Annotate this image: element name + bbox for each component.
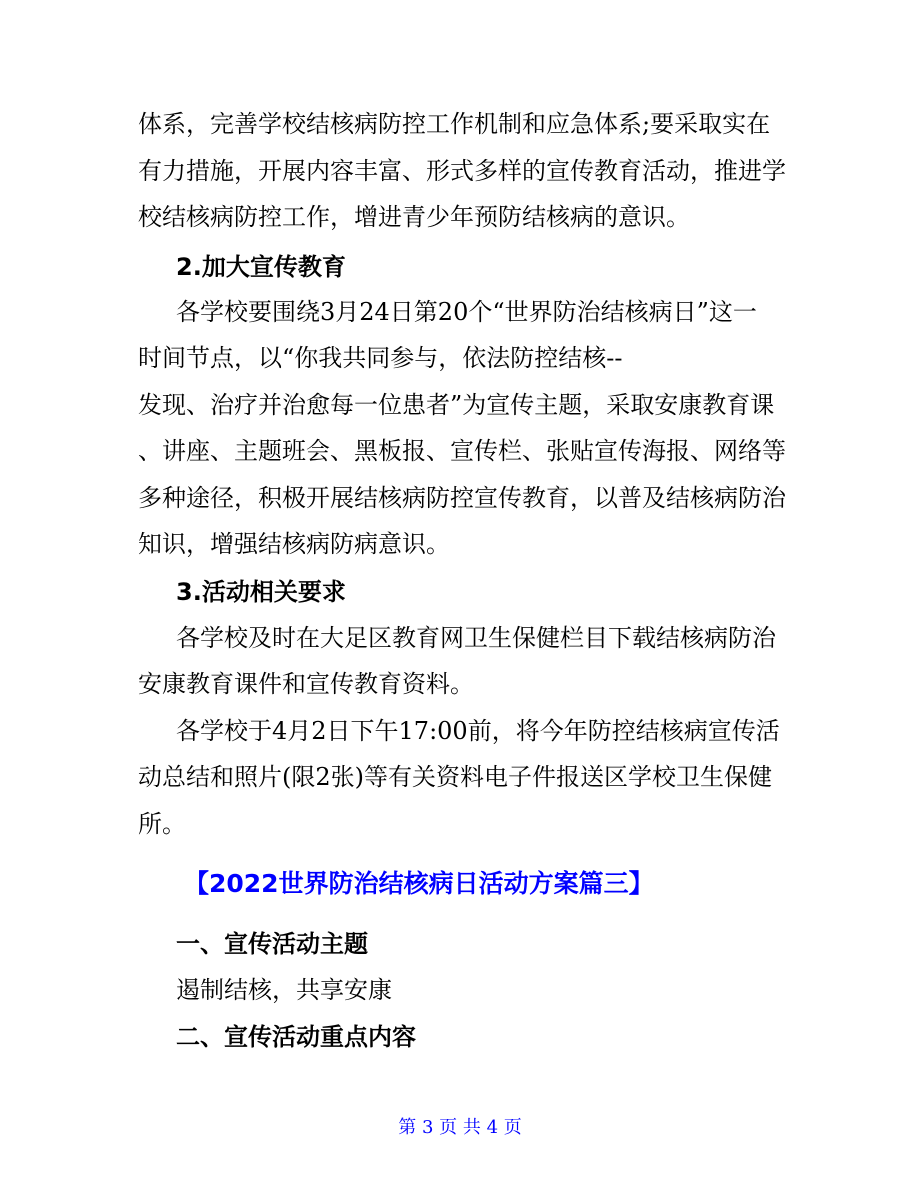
paragraph-line: 动总结和照片(限2张)等有关资料电子件报送区学校卫生保健 xyxy=(138,763,772,791)
paragraph-line: 各学校于4月2日下午17:00前，将今年防控结核病宣传活 xyxy=(176,717,780,745)
paragraph-line: 各学校及时在大足区教育网卫生保健栏目下载结核病防治 xyxy=(176,624,776,652)
paragraph-line: 多种途径，积极开展结核病防控宣传教育，以普及结核病防治 xyxy=(138,484,786,512)
paragraph-line: 时间节点，以“你我共同参与，依法防控结核-- xyxy=(138,344,623,372)
paragraph-line: 体系，完善学校结核病防控工作机制和应急体系;要采取实在 xyxy=(138,110,771,138)
paragraph-line: 所。 xyxy=(138,810,186,838)
paragraph-line: 安康教育课件和宣传教育资料。 xyxy=(138,670,474,698)
section-heading-3: 3.活动相关要求 xyxy=(176,578,346,606)
subsection-title-1: 一、宣传活动主题 xyxy=(176,930,368,958)
chapter-title: 【2022世界防治结核病日活动方案篇三】 xyxy=(184,869,654,898)
paragraph-line: 知识，增强结核病防病意识。 xyxy=(138,530,450,558)
subsection-title-2: 二、宣传活动重点内容 xyxy=(176,1023,416,1051)
section-heading-2: 2.加大宣传教育 xyxy=(176,253,346,281)
paragraph-line: 、讲座、主题班会、黑板报、宣传栏、张贴宣传海报、网络等 xyxy=(138,437,786,465)
paragraph-line: 发现、治疗并治愈每一位患者”为宣传主题，采取安康教育课 xyxy=(138,391,775,419)
subsection-text-1: 遏制结核，共享安康 xyxy=(176,976,392,1004)
paragraph-line: 各学校要围绕3月24日第20个“世界防治结核病日”这一 xyxy=(176,298,757,326)
page-footer: 第 3 页 共 4 页 xyxy=(398,1117,522,1138)
paragraph-line: 校结核病防控工作，增进青少年预防结核病的意识。 xyxy=(138,203,690,231)
paragraph-line: 有力措施，开展内容丰富、形式多样的宣传教育活动，推进学 xyxy=(138,157,786,185)
